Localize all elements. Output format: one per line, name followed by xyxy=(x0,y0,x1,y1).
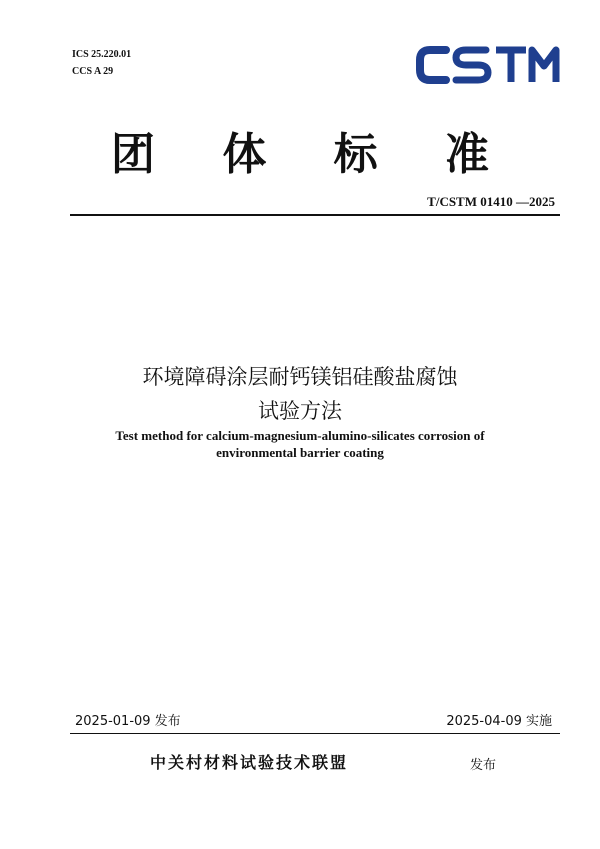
issuing-organization: 中关村材料试验技术联盟 xyxy=(150,753,349,772)
english-title-line-1: Test method for calcium-magnesium-alumino-silicates corrosion of xyxy=(115,428,485,443)
issue-label: 发布 xyxy=(470,758,497,773)
english-title xyxy=(0,427,600,461)
implement-date: 2025-04-09 实施 xyxy=(446,714,552,729)
chinese-title-line-1: 环境障碍涂层耐钙镁铝硅酸盐腐蚀 xyxy=(142,365,458,389)
footer-divider xyxy=(70,733,560,734)
ccs-code: CCS A 29 xyxy=(72,66,114,77)
chinese-title-line-2: 试验方法 xyxy=(258,399,342,423)
chinese-title xyxy=(0,360,600,428)
cstm-logo-icon xyxy=(416,40,562,88)
ics-code: ICS 25.220.01 xyxy=(72,49,132,60)
header-divider xyxy=(70,214,560,216)
publish-date: 2025-01-09 发布 xyxy=(75,714,181,729)
standard-number: T/CSTM 01410 —2025 xyxy=(427,194,555,209)
classification-codes xyxy=(72,46,131,80)
english-title-line-2: environmental barrier coating xyxy=(216,445,384,460)
cstm-logo xyxy=(416,40,562,88)
document-type-title: 团 体 标 准 xyxy=(111,129,515,180)
